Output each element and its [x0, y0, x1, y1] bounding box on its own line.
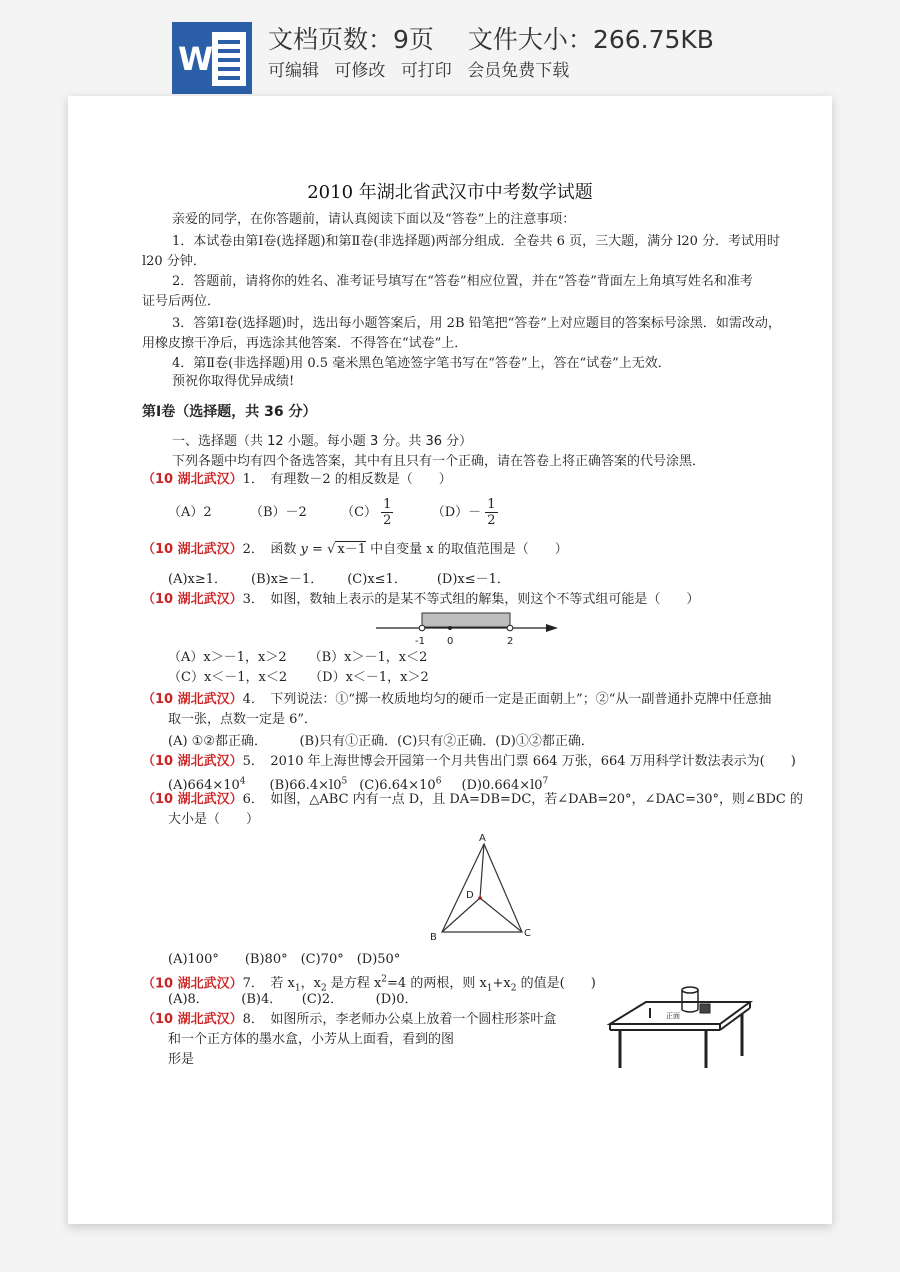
q7-part: ，x [300, 976, 321, 992]
question-3 [142, 590, 699, 610]
q5-c-exponent: 6 [435, 777, 442, 787]
front-view-label: 正面 [666, 1012, 680, 1020]
intro-line-3: 2．答题前，请将你的姓名、准考证号填写在“答卷”相应位置，并在“答卷”背面左上角填写姓名和准考 [172, 274, 753, 289]
point-d-label: D [466, 890, 474, 901]
q2-option-c: (C)x≤1． [347, 572, 407, 587]
source-tag: （10 湖北武汉） [142, 792, 243, 807]
question-1 [142, 470, 452, 490]
feature-member-download[interactable]: 会员免费下载 [467, 61, 570, 81]
q7-options: (A)8． (B)4． (C)2． (D)0． [168, 992, 418, 1007]
file-size-label: 文件大小：266.75KB [467, 25, 714, 54]
feature-printable: 可打印 [400, 61, 452, 81]
document-title: 2010 年湖北省武汉市中考数学试题 [307, 182, 593, 203]
q5-a-base: (A)664×10 [168, 778, 240, 794]
q7-part: 的值是( ) [516, 976, 596, 992]
q8-stem-line-3: 形是 [168, 1052, 195, 1067]
q2-func-lhs: y [300, 542, 308, 557]
word-logo-letter: W [178, 40, 214, 78]
q5-c-base: (C)6.64×10 [359, 778, 436, 794]
q2-stem-pre: 2． 函数 [242, 542, 301, 557]
q4-options: (A) ①②都正确． (B)只有①正确．(C)只有②正确．(D)①②都正确． [168, 734, 594, 749]
intro-line-2: l20 分钟． [142, 254, 206, 269]
question-2 [142, 540, 568, 560]
q3-option-b: （B）x＞－1，x＜2 [308, 650, 428, 665]
source-tag: （10 湖北武汉） [142, 976, 243, 992]
q4-stem-line-1: 4． 下列说法：①“掷一枚质地均匀的硬币一定是正面朝上”；②“从一副普通扑克牌中任意抽 [242, 692, 772, 707]
question-6 [142, 790, 803, 810]
q2-option-b: (B)x≥－1． [251, 572, 324, 587]
fraction-denominator: 2 [487, 513, 496, 528]
triangle-figure [424, 832, 540, 946]
question-8 [142, 1010, 556, 1030]
tick-0: 0 [447, 636, 454, 647]
q2-options [168, 570, 510, 590]
q2-radicand: x－1 [337, 542, 366, 557]
feature-list [268, 56, 579, 81]
q7-part: 是方程 x [326, 976, 382, 992]
question-5 [142, 752, 796, 772]
q5-b-base: (B)66.4×l0 [269, 778, 342, 794]
intro-line-8: 预祝你取得优异成绩! [172, 374, 295, 389]
vertex-c-label: C [524, 928, 531, 939]
word-document-icon [172, 22, 252, 94]
q3-stem: 3． 如图，数轴上表示的是某不等式组的解集，则这个不等式组可能是（ ） [242, 592, 700, 607]
q2-stem-post: 中自变量 x 的取值范围是（ ） [365, 542, 568, 557]
intro-line-0: 亲爱的同学，在你答题前，请认真阅读下面以及“答卷”上的注意事项： [172, 212, 576, 227]
q7-sub-4: 2 [510, 983, 517, 994]
document-page [68, 96, 832, 1224]
desk-figure [606, 986, 756, 1070]
q7-part: +x [492, 976, 511, 992]
intro-line-1: 1．本试卷由第Ⅰ卷(选择题)和第Ⅱ卷(非选择题)两部分组成．全卷共 6 页，三大题，满分 l20 分．考试用时 [172, 234, 781, 249]
q8-stem-line-2: 和一个正方体的墨水盒，小芳从上面看，看到的图 [168, 1032, 455, 1047]
q5-d-base: (D)0.664×l0 [461, 778, 543, 794]
fraction-numerator: 1 [383, 497, 392, 512]
q6-stem-line-2: 大小是（ ） [168, 812, 260, 827]
q7-part: 7． 若 x [242, 976, 295, 992]
q3-option-a: （A）x＞－1，x＞2 [168, 650, 287, 665]
intro-line-7: 4．第Ⅱ卷(非选择题)用 0.5 毫米黑色笔迹签字笔书写在“答卷”上，答在“试卷”上无效． [172, 356, 671, 371]
feature-editable: 可编辑 [268, 61, 319, 81]
q1-option-d: （D）－ [431, 505, 482, 520]
q7-sub-3: 1 [486, 983, 493, 994]
q1-stem: 1． 有理数－2 的相反数是（ ） [242, 472, 452, 487]
intro-line-5: 3．答第Ⅰ卷(选择题)时，选出每小题答案后，用 2B 铅笔把“答卷”上对应题目的答案标号涂黑．如需改动， [172, 316, 781, 331]
vertex-b-label: B [430, 932, 437, 943]
number-line-figure [374, 612, 560, 652]
q4-stem-line-2: 取一张，点数一定是 6”． [168, 712, 318, 727]
q1-fraction-c [381, 497, 393, 528]
q5-a-exponent: 4 [239, 777, 246, 787]
tick-minus-1: -1 [415, 636, 425, 647]
q7-part: =4 的两根，则 x [387, 976, 487, 992]
fraction-denominator: 2 [383, 513, 392, 528]
q7-sub-2: 2 [320, 983, 327, 994]
q6-options: (A)100° (B)80° (C)70° (D)50° [168, 952, 401, 967]
q2-option-d: (D)x≤－1． [436, 572, 510, 587]
sqrt-sign: √ [327, 542, 336, 557]
q7-sup: 2 [381, 975, 388, 985]
q3-option-d: （D）x＜－1，x＞2 [309, 670, 429, 685]
file-info-line [268, 20, 714, 56]
fraction-numerator: 1 [487, 497, 496, 512]
source-tag: （10 湖北武汉） [142, 542, 243, 557]
q6-stem-line-1: 6． 如图，△ABC 内有一点 D，且 DA=DB=DC，若∠DAB=20°，∠DAC=30°，则∠BDC 的 [242, 792, 804, 807]
page-count-label: 文档页数：9页 [268, 25, 434, 54]
q1-option-c: （C） [341, 505, 378, 520]
q3-option-c: （C）x＜－1，x＜2 [168, 670, 288, 685]
q1-option-b: （B）－2 [249, 505, 307, 520]
intro-line-4: 证号后两位． [142, 294, 221, 309]
vertex-a-label: A [479, 833, 486, 844]
section-title: 第Ⅰ卷（选择题，共 36 分） [142, 404, 317, 420]
q2-option-a: (A)x≥1． [168, 572, 228, 587]
tick-2: 2 [507, 636, 514, 647]
intro-line-6: 用橡皮擦干净后，再选涂其他答案．不得答在“试卷”上． [142, 336, 468, 351]
source-tag: （10 湖北武汉） [142, 692, 243, 707]
q7-sub-1: 1 [294, 983, 301, 994]
q5-stem: 5． 2010 年上海世博会开园第一个月共售出门票 664 万张，664 万用科学计数法表示为( ) [242, 754, 796, 769]
download-header [0, 0, 900, 96]
q1-options [168, 494, 498, 532]
q8-stem-line-1: 8． 如图所示，李老师办公桌上放着一个圆柱形茶叶盒 [242, 1012, 557, 1027]
source-tag: （10 湖北武汉） [142, 1012, 243, 1027]
source-tag: （10 湖北武汉） [142, 472, 243, 487]
q3-options-row-1 [168, 648, 427, 668]
part-title: 一、选择题（共 12 小题。每小题 3 分。共 36 分） [172, 434, 473, 449]
q5-d-exponent: 7 [542, 777, 549, 787]
part-description: 下列各题中均有四个备选答案，其中有且只有一个正确，请在答卷上将正确答案的代号涂黑． [172, 454, 706, 469]
q1-fraction-d [485, 497, 497, 528]
q5-b-exponent: 5 [341, 777, 348, 787]
question-4 [142, 690, 771, 710]
source-tag: （10 湖北武汉） [142, 754, 243, 769]
q3-options-row-2 [168, 668, 429, 688]
source-tag: （10 湖北武汉） [142, 592, 243, 607]
feature-modifiable: 可修改 [334, 61, 386, 81]
q2-func-eq: = [307, 542, 328, 557]
q1-option-a: （A）2 [168, 505, 212, 520]
